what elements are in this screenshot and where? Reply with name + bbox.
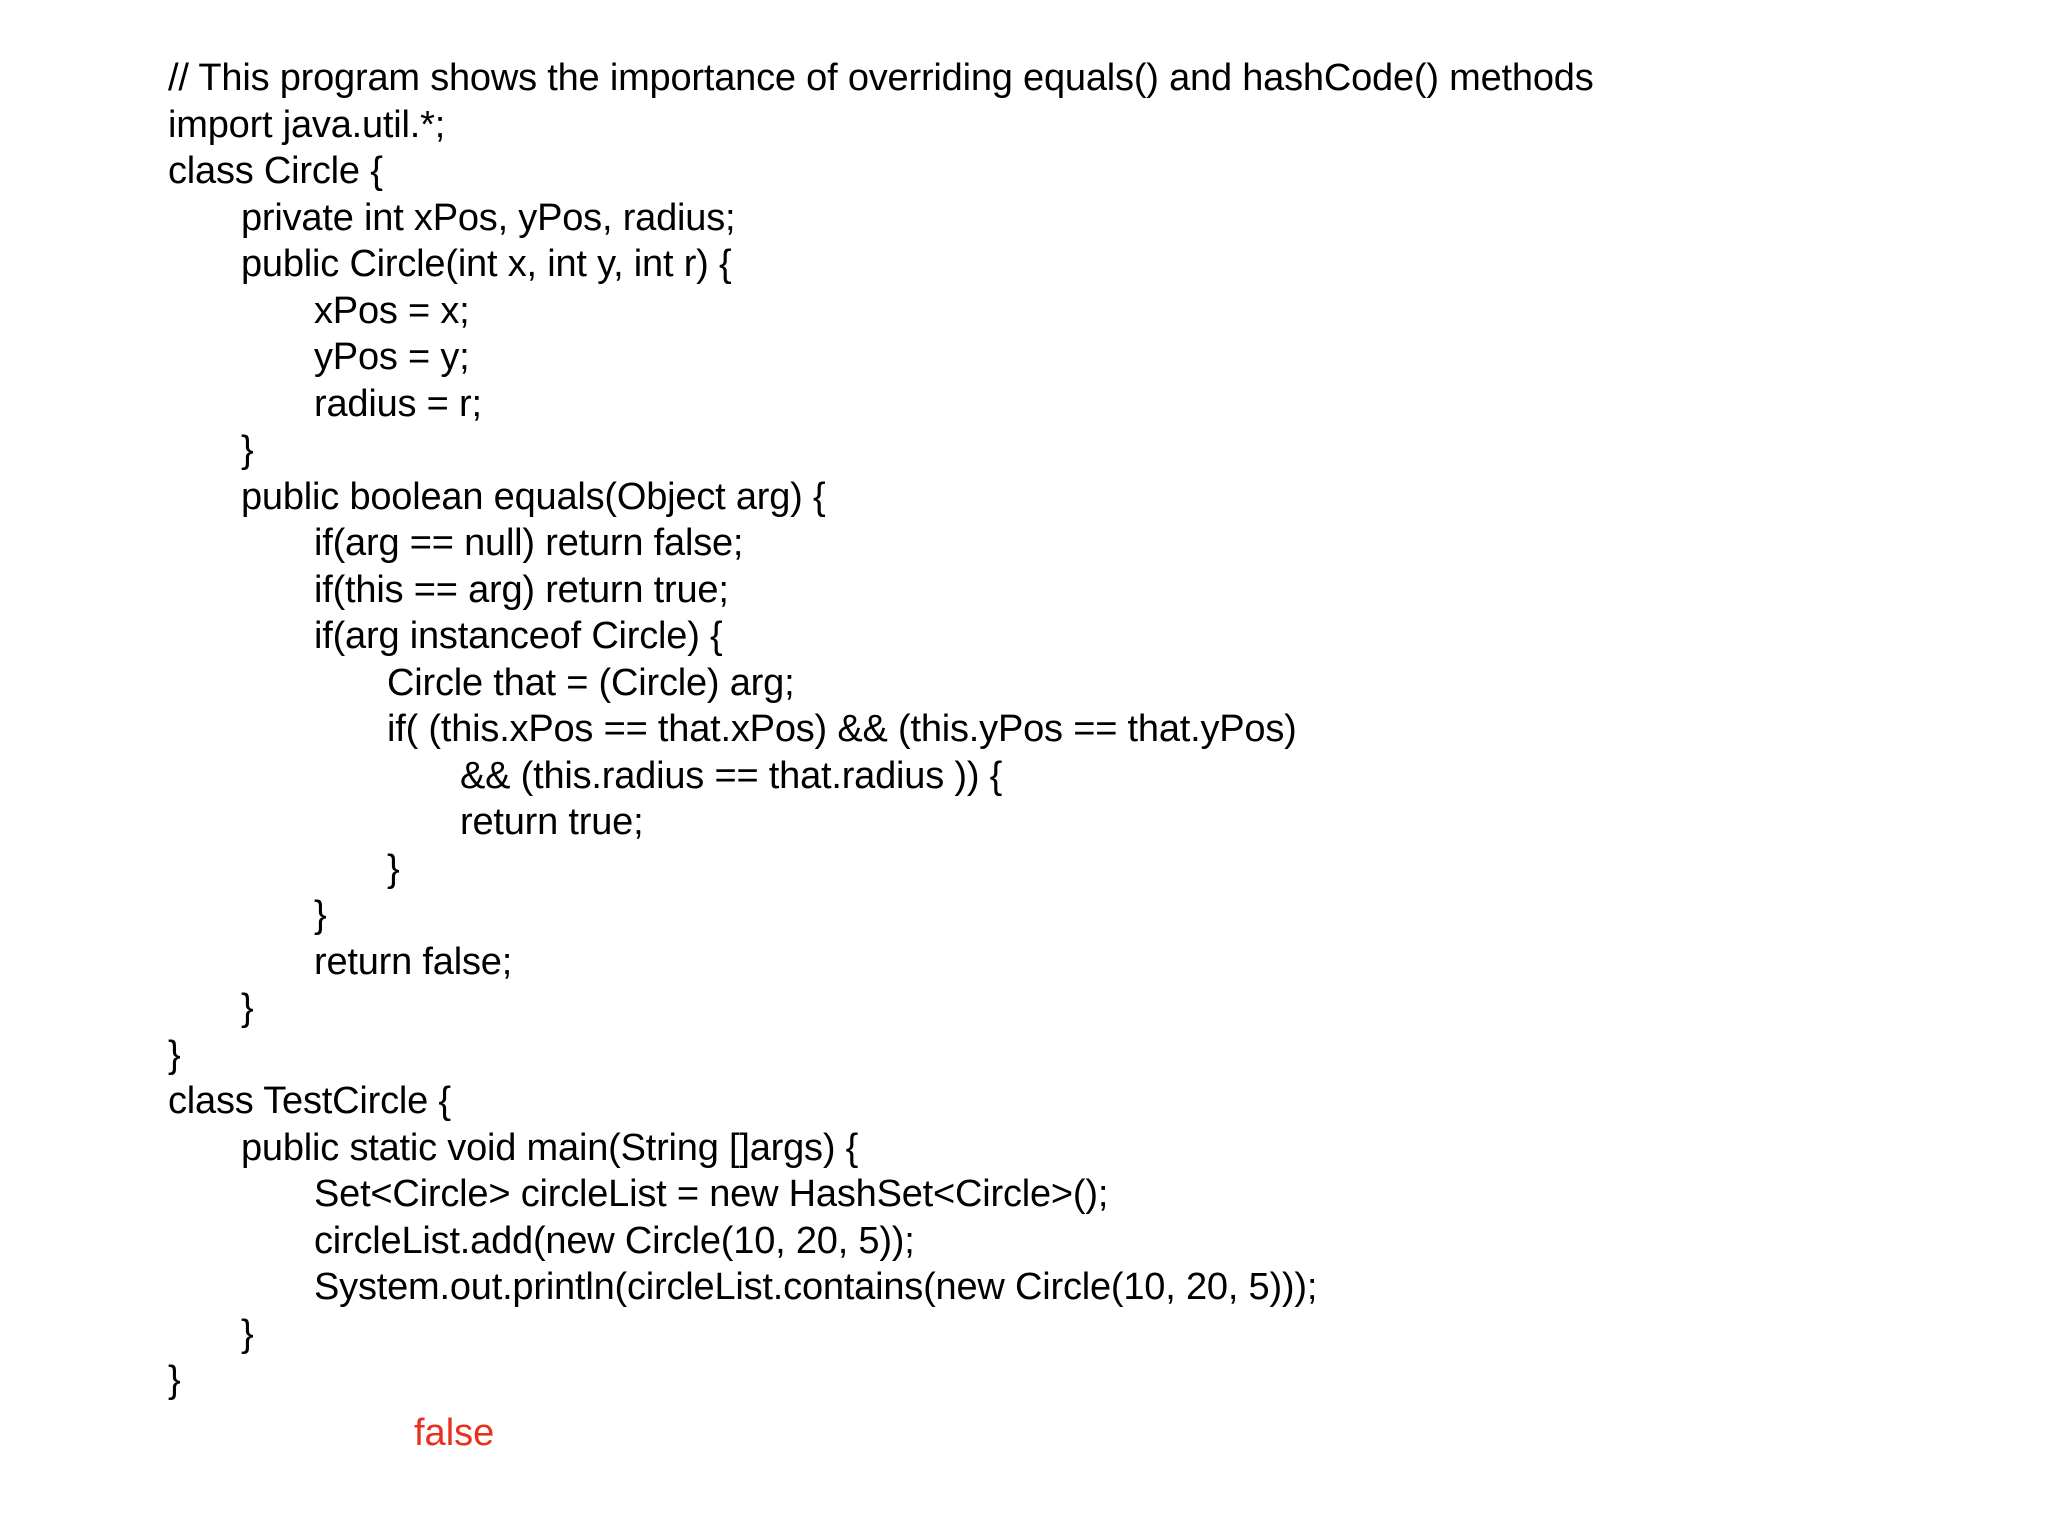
code-line: Set<Circle> circleList = new HashSet<Circle>(); — [314, 1173, 1109, 1215]
code-line: // This program shows the importance of overriding equals() and hashCode() methods — [168, 57, 1594, 99]
code-line: return false; — [314, 940, 513, 983]
code-line: } — [241, 429, 254, 471]
code-line: private int xPos, yPos, radius; — [241, 196, 736, 239]
code-line: public Circle(int x, int y, int r) { — [241, 243, 732, 285]
code-line: yPos = y; — [314, 336, 470, 378]
code-line: } — [387, 847, 400, 890]
code-line: } — [314, 894, 327, 936]
code-line: radius = r; — [314, 382, 482, 425]
code-line: return true; — [460, 801, 644, 843]
code-line: import java.util.*; — [168, 103, 446, 146]
code-line: if( (this.xPos == that.xPos) && (this.yPos == that.yPos) — [387, 708, 1297, 750]
code-line: class Circle { — [168, 150, 383, 192]
code-block — [168, 55, 1594, 1404]
code-line: class TestCircle { — [168, 1080, 451, 1122]
code-line: if(arg instanceof Circle) { — [314, 615, 723, 657]
code-line: Circle that = (Circle) arg; — [387, 661, 795, 704]
code-line: public boolean equals(Object arg) { — [241, 475, 826, 518]
code-line: circleList.add(new Circle(10, 20, 5)); — [314, 1219, 915, 1262]
code-line: if(arg == null) return false; — [314, 522, 744, 564]
code-line: System.out.println(circleList.contains(new Circle(10, 20, 5))); — [314, 1266, 1318, 1308]
code-line: public static void main(String []args) { — [241, 1126, 859, 1169]
code-line: } — [241, 987, 254, 1029]
code-line: if(this == arg) return true; — [314, 568, 729, 611]
code-line: && (this.radius == that.radius )) { — [460, 754, 1003, 797]
program-output: false — [414, 1412, 495, 1454]
code-line: } — [168, 1359, 181, 1401]
code-line: } — [168, 1033, 181, 1076]
code-line: } — [241, 1312, 254, 1355]
code-line: xPos = x; — [314, 289, 470, 332]
